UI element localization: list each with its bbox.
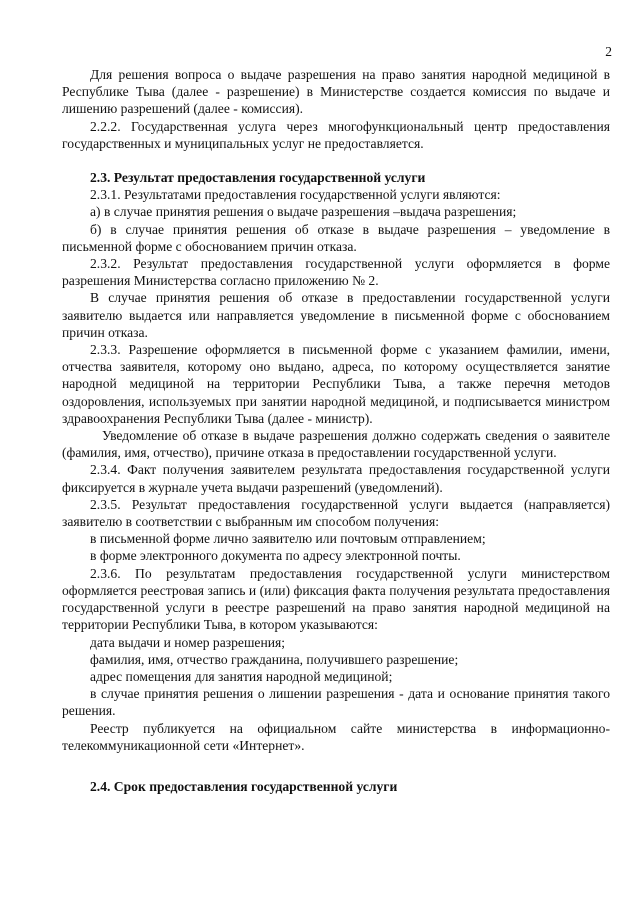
list-item-revocation: в случае принятия решения о лишении разрешения - дата и основание принятия такого решения. [62,686,610,719]
list-item-b: б) в случае принятия решения об отказе в выдаче разрешения – уведомление в письменной форме с обоснованием причин отказа. [62,221,610,254]
list-item-electronic: в форме электронного документа по адресу электронной почты. [90,548,461,564]
document-body [62,66,610,795]
paragraph-refusal-content: Уведомление об отказе в выдаче разрешения должно содержать сведения о заявителе (фамилия, имя, отчество), причине отказа в предоставлении государственной услуги. [62,428,610,461]
list-item-written: в письменной форме лично заявителю или почтовым отправлением; [90,531,486,547]
list-item-a: а) в случае принятия решения о выдаче разрешения –выдача разрешения; [90,204,517,220]
paragraph-2-3-1: 2.3.1. Результатами предоставления государственной услуги являются: [90,187,501,203]
section-2-4-heading: 2.4. Срок предоставления государственной услуги [90,778,398,794]
section-2-3-heading: 2.3. Результат предоставления государственной услуги [90,170,426,186]
list-item-address: адрес помещения для занятия народной медициной; [90,668,393,684]
page-number: 2 [605,44,612,59]
paragraph-refusal-notice: В случае принятия решения об отказе в предоставлении государственной услуги заявителю выдается или направляется уведомление в письменной форме с обоснованием причин отказа. [62,290,610,340]
paragraph-2-3-4: 2.3.4. Факт получения заявителем результата предоставления государственной услуги фиксируется в журнале учета выдачи разрешений (уведомлений). [62,462,610,495]
paragraph-2-3-6: 2.3.6. По результатам предоставления государственной услуги министерством оформляется реестровая запись и (или) фиксация факта получения результата предоставления государственной услуги в реестре разрешений на право занятия народной медициной на территории Республики Тыва, в котором указываются: [62,565,610,633]
paragraph-2-2-2: 2.2.2. Государственная услуга через многофункциональный центр предоставления государственных и муниципальных услуг не предоставляется. [62,118,610,151]
paragraph-commission: Для решения вопроса о выдаче разрешения на право занятия народной медициной в Республике Тыва (далее - разрешение) в Министерстве создается комиссия по выдаче и лишению разрешений (далее - комиссия). [62,67,610,117]
list-item-name: фамилия, имя, отчество гражданина, получившего разрешение; [90,651,459,667]
paragraph-2-3-3: 2.3.3. Разрешение оформляется в письменной форме с указанием фамилии, имени, отчества заявителя, которому оно выдано, адреса, по которому осуществляется занятие народной медициной на территории Республики Тыва, а также перечня методов оздоровления, используемых при занятии народной медициной, и подписывается министром здравоохранения Республики Тыва (далее - министр). [62,342,610,426]
paragraph-2-3-5: 2.3.5. Результат предоставления государственной услуги выдается (направляется) заявителю в соответствии с выбранным им способом получения: [62,496,610,530]
paragraph-registry-publication: Реестр публикуется на официальном сайте министерства в информационно-телекоммуникационной сети «Интернет». [62,720,610,753]
paragraph-2-3-2: 2.3.2. Результат предоставления государственной услуги оформляется в форме разрешения Министерства согласно приложению № 2. [62,256,610,289]
list-item-date: дата выдачи и номер разрешения; [90,634,286,650]
